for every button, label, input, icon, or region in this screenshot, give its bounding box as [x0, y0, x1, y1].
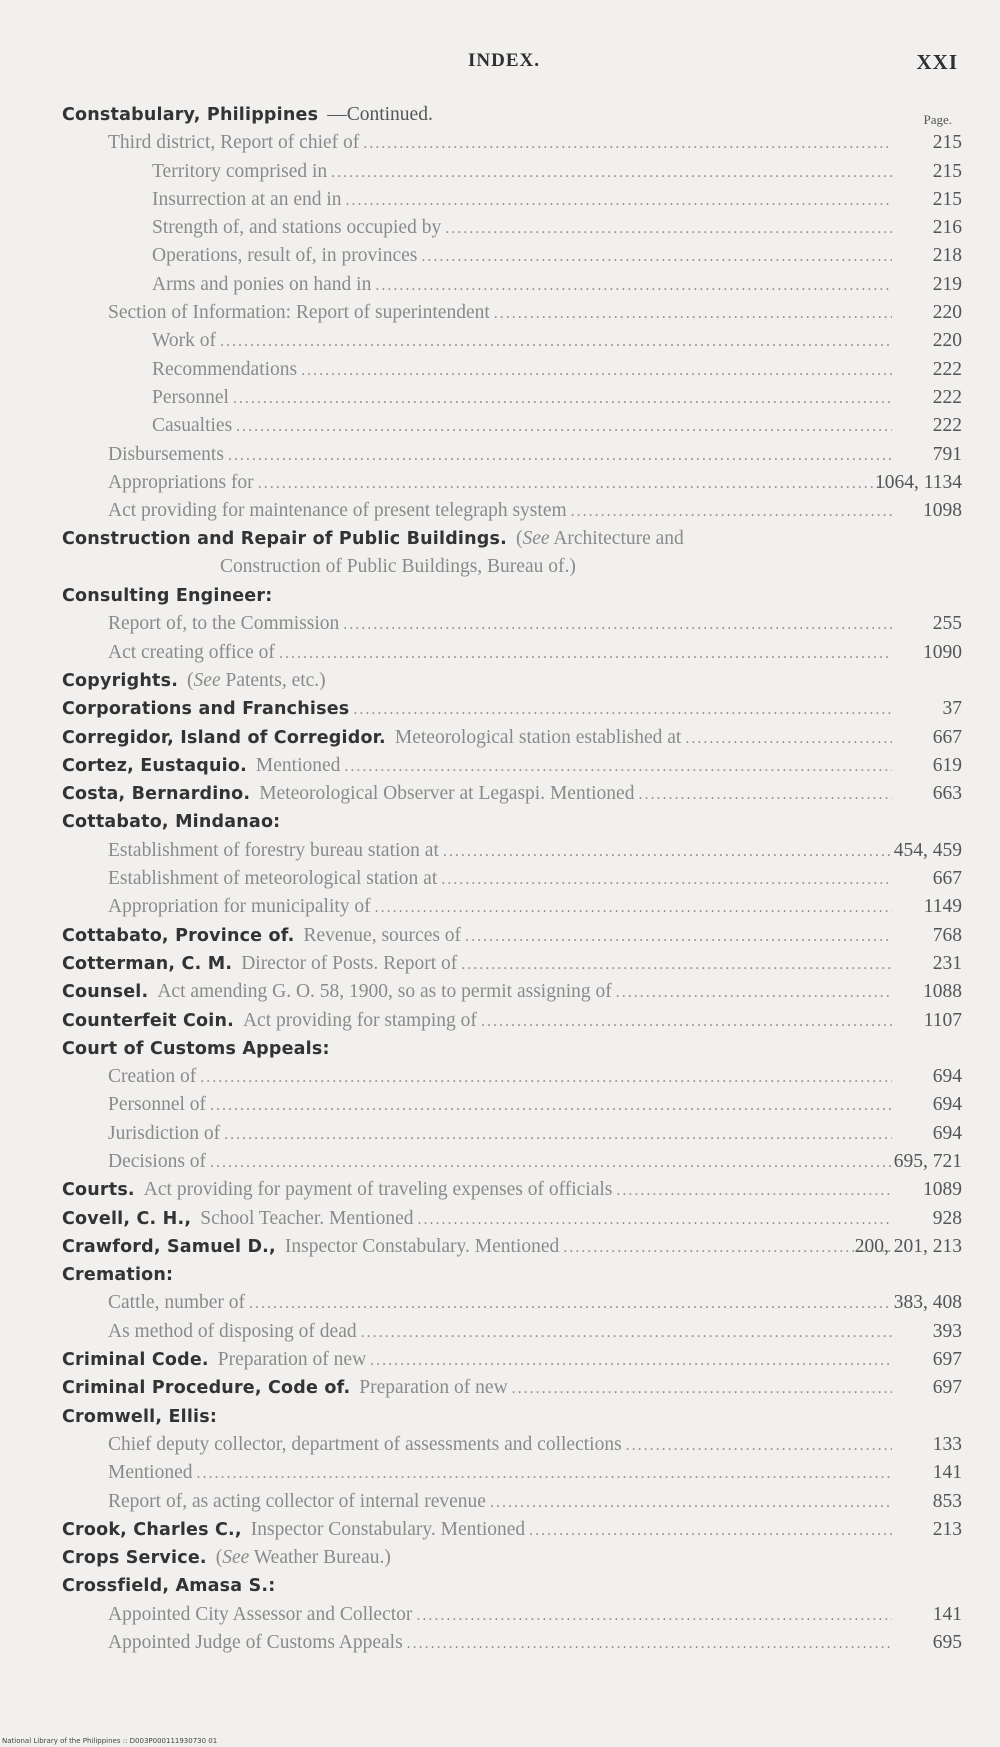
- index-subentry: [0, 610, 1000, 638]
- entry-line: [108, 1148, 892, 1177]
- dot-leader: [416, 1602, 892, 1630]
- dot-leader: [490, 1489, 892, 1517]
- entry-line: [62, 1261, 892, 1289]
- see-reference-marker: See: [193, 669, 221, 691]
- index-entry: [0, 1346, 1000, 1374]
- entry-description: Arms and ponies on hand in: [152, 273, 372, 295]
- entry-description: Mentioned: [255, 754, 341, 776]
- dot-leader: [563, 1234, 892, 1262]
- page-reference: 215: [932, 132, 962, 154]
- index-subentry: [0, 1459, 1000, 1487]
- index-subentry: [0, 865, 1000, 893]
- entry-line: [108, 129, 892, 158]
- index-entry: [0, 101, 1000, 129]
- entry-heading: Criminal Procedure, Code of.: [62, 1378, 351, 1399]
- page-reference: 695: [932, 1632, 962, 1654]
- index-entry: [0, 582, 1000, 610]
- index-subentry: [0, 497, 1000, 525]
- dot-leader: [210, 1149, 892, 1177]
- entry-description: —Continued.: [327, 104, 433, 125]
- entry-description: Report of, to the Commission: [108, 613, 340, 635]
- entry-description: Cattle, number of: [108, 1292, 246, 1314]
- dot-leader: [529, 1517, 892, 1545]
- page-reference: 1090: [923, 641, 962, 663]
- entry-line: [108, 1601, 892, 1630]
- dot-leader: [421, 243, 892, 271]
- index-entry: [0, 724, 1000, 752]
- dot-leader: [220, 328, 892, 356]
- page-reference: 37: [942, 698, 962, 720]
- page-reference: 219: [932, 273, 962, 295]
- page-reference: 133: [932, 1433, 962, 1455]
- entry-line: [108, 865, 892, 894]
- entry-line: [108, 1431, 892, 1460]
- entry-description: (See Weather Bureau.): [215, 1547, 391, 1569]
- page-reference: 222: [932, 386, 962, 408]
- index-subentry: [0, 1488, 1000, 1516]
- see-reference-marker: See: [222, 1547, 250, 1569]
- dot-leader: [301, 357, 892, 385]
- page-reference: 928: [932, 1207, 962, 1229]
- entry-description: School Teacher. Mentioned: [200, 1207, 414, 1229]
- entry-line: [108, 1318, 892, 1347]
- entry-line: [62, 1035, 892, 1063]
- dot-leader: [571, 498, 892, 526]
- entry-description: Preparation of new: [359, 1377, 508, 1399]
- dot-leader: [638, 781, 892, 809]
- entry-line: [108, 1459, 892, 1488]
- index-entry: [0, 1035, 1000, 1063]
- entry-line: [62, 1346, 892, 1375]
- index-subentry: [0, 469, 1000, 497]
- page-reference: 695, 721: [893, 1150, 962, 1172]
- entry-line: [62, 525, 962, 553]
- index-entry: [0, 1176, 1000, 1204]
- dot-leader: [346, 187, 892, 215]
- entry-line: [62, 922, 892, 951]
- entry-heading: Construction and Repair of Public Buildings.: [62, 529, 507, 550]
- entry-line: [62, 1205, 892, 1234]
- dot-leader: [210, 1092, 892, 1120]
- dot-leader: [461, 951, 892, 979]
- entry-line: [108, 1091, 892, 1120]
- entry-heading: Cottabato, Province of.: [62, 925, 295, 946]
- dot-leader: [375, 272, 892, 300]
- index-subentry: [0, 1120, 1000, 1148]
- index-subentry: [0, 1289, 1000, 1317]
- entry-line: [108, 1063, 892, 1092]
- entry-line: [108, 1629, 892, 1658]
- entry-description: Act providing for payment of traveling expenses of officials: [143, 1179, 613, 1201]
- entry-description: Chief deputy collector, department of assessments and collections: [108, 1433, 622, 1455]
- page-reference: 222: [932, 358, 962, 380]
- entry-heading: Constabulary, Philippines: [62, 105, 319, 125]
- entry-heading: Cotterman, C. M.: [62, 953, 233, 974]
- entry-heading: Cromwell, Ellis:: [62, 1406, 218, 1427]
- index-list: [0, 101, 1000, 1657]
- entry-description: As method of disposing of dead: [108, 1320, 357, 1342]
- entry-description: Inspector Constabulary. Mentioned: [250, 1518, 526, 1540]
- index-entry: [0, 1233, 1000, 1261]
- entry-description: Appointed City Assessor and Collector: [108, 1603, 413, 1625]
- entry-line: [62, 724, 892, 753]
- page-reference: 694: [932, 1122, 962, 1144]
- index-subentry: [0, 327, 1000, 355]
- entry-description: Casualties: [152, 415, 233, 437]
- entry-line: [152, 384, 892, 413]
- dot-leader: [616, 979, 892, 1007]
- entry-line: [152, 158, 892, 187]
- page-reference: 383, 408: [893, 1292, 962, 1314]
- dot-leader: [481, 1008, 892, 1036]
- entry-line: [152, 327, 892, 356]
- index-subentry: [0, 1431, 1000, 1459]
- dot-leader: [626, 1432, 892, 1460]
- dot-leader: [361, 1319, 892, 1347]
- page-reference: 694: [932, 1094, 962, 1116]
- entry-heading: Cremation:: [62, 1265, 174, 1286]
- index-subentry: [0, 639, 1000, 667]
- dot-leader: [616, 1177, 892, 1205]
- index-subentry: [0, 242, 1000, 270]
- page-reference: 141: [932, 1603, 962, 1625]
- entry-line: [62, 1572, 892, 1600]
- dot-leader: [363, 130, 892, 158]
- entry-line: [108, 469, 892, 498]
- index-entry: [0, 695, 1000, 723]
- entry-description: Revenue, sources of: [303, 924, 462, 946]
- entry-heading: Corporations and Franchises: [62, 699, 350, 720]
- entry-line: [108, 1289, 892, 1318]
- page-reference: 222: [932, 415, 962, 437]
- entry-line: [108, 497, 892, 526]
- page-reference: 1088: [923, 981, 962, 1003]
- entry-line: [62, 752, 892, 781]
- entry-heading: Crook, Charles C.,: [62, 1519, 242, 1540]
- entry-description: Territory comprised in: [152, 160, 328, 182]
- page-reference: 215: [932, 188, 962, 210]
- page-reference: 663: [932, 783, 962, 805]
- entry-description: Director of Posts. Report of: [241, 952, 458, 974]
- index-subentry: [0, 1629, 1000, 1657]
- entry-heading: Counsel.: [62, 982, 149, 1003]
- page-reference: 393: [932, 1320, 962, 1342]
- index-entry: [0, 1572, 1000, 1600]
- page-reference: 619: [932, 754, 962, 776]
- index-subentry: [0, 1148, 1000, 1176]
- entry-line: [62, 667, 892, 695]
- entry-line: [108, 610, 892, 639]
- index-subentry: [0, 1091, 1000, 1119]
- entry-line: [62, 950, 892, 979]
- dot-leader: [370, 1347, 892, 1375]
- entry-description: Personnel of: [108, 1094, 207, 1116]
- index-entry: [0, 1403, 1000, 1431]
- entry-description: Meteorological station established at: [394, 726, 682, 748]
- running-head-page-number: XXI: [916, 50, 958, 74]
- index-subentry: [0, 1601, 1000, 1629]
- entry-description: Mentioned: [108, 1462, 193, 1484]
- see-reference-marker: See: [522, 528, 550, 550]
- entry-description: Appropriation for municipality of: [108, 896, 371, 918]
- entry-line: [108, 441, 892, 470]
- entry-heading: Counterfeit Coin.: [62, 1010, 234, 1031]
- page-reference: 1107: [923, 1009, 962, 1031]
- dot-leader: [279, 640, 892, 668]
- entry-line: [62, 1403, 892, 1431]
- entry-description: Section of Information: Report of superintendent: [108, 302, 490, 324]
- page-reference: 667: [932, 868, 962, 890]
- index-entry: [0, 525, 1000, 582]
- index-subentry: [0, 129, 1000, 157]
- index-subentry: [0, 1063, 1000, 1091]
- index-subentry: [0, 271, 1000, 299]
- dot-leader: [258, 470, 892, 498]
- entry-description: Inspector Constabulary. Mentioned: [284, 1235, 560, 1257]
- entry-line: [108, 639, 892, 668]
- dot-leader: [512, 1375, 892, 1403]
- entry-line: [108, 1120, 892, 1149]
- entry-heading: Cortez, Eustaquio.: [62, 755, 247, 776]
- scan-footer: National Library of the Philippines :: D003P000111930730 01: [2, 1737, 218, 1745]
- page-column-label: Page.: [923, 112, 952, 127]
- entry-line: [62, 582, 892, 610]
- entry-heading: Crossfield, Amasa S.:: [62, 1576, 276, 1597]
- dot-leader: [228, 442, 892, 470]
- entry-line: [62, 1374, 892, 1403]
- dot-leader: [236, 413, 892, 441]
- dot-leader: [331, 159, 892, 187]
- dot-leader: [353, 696, 892, 724]
- entry-heading: Court of Customs Appeals:: [62, 1038, 330, 1059]
- page-reference: 200, 201, 213: [854, 1235, 962, 1257]
- index-entry: [0, 1261, 1000, 1289]
- running-head-title: INDEX.: [468, 50, 540, 71]
- dot-leader: [441, 866, 892, 894]
- dot-leader: [343, 611, 892, 639]
- index-subentry: [0, 356, 1000, 384]
- entry-line: [62, 101, 892, 129]
- index-subentry: [0, 441, 1000, 469]
- dot-leader: [417, 1206, 892, 1234]
- entry-description: Jurisdiction of: [108, 1122, 221, 1144]
- dot-leader: [200, 1064, 892, 1092]
- index-subentry: [0, 837, 1000, 865]
- entry-description: Work of: [152, 330, 216, 352]
- index-entry: [0, 667, 1000, 695]
- entry-description: Report of, as acting collector of internal revenue: [108, 1490, 486, 1512]
- dot-leader: [375, 894, 892, 922]
- page-reference: 215: [932, 160, 962, 182]
- entry-description: Appointed Judge of Customs Appeals: [108, 1632, 403, 1654]
- entry-description: Establishment of forestry bureau station at: [108, 839, 439, 861]
- entry-description: Creation of: [108, 1066, 197, 1088]
- index-entry: [0, 950, 1000, 978]
- page-reference: 255: [932, 613, 962, 635]
- index-subentry: [0, 158, 1000, 186]
- entry-heading: Consulting Engineer:: [62, 586, 273, 607]
- entry-line: [152, 271, 892, 300]
- dot-leader: [344, 753, 892, 781]
- dot-leader: [494, 300, 892, 328]
- dot-leader: [224, 1121, 892, 1149]
- index-entry: [0, 752, 1000, 780]
- entry-heading: Costa, Bernardino.: [62, 784, 251, 805]
- entry-line: [62, 780, 892, 809]
- page-reference: 454, 459: [893, 839, 962, 861]
- entry-line: [108, 837, 892, 866]
- entry-line: [62, 1544, 892, 1572]
- dot-leader: [685, 725, 892, 753]
- entry-description: (See Architecture and: [515, 528, 684, 550]
- entry-heading: Cottabato, Mindanao:: [62, 812, 281, 833]
- dot-leader: [407, 1630, 892, 1658]
- entry-line: [152, 242, 892, 271]
- running-head: [0, 50, 1000, 80]
- entry-description: Act creating office of: [108, 641, 275, 663]
- entry-heading: Criminal Code.: [62, 1350, 209, 1371]
- entry-line: [108, 299, 892, 328]
- index-entry: [0, 1544, 1000, 1572]
- index-entry: [0, 1007, 1000, 1035]
- entry-description: Meteorological Observer at Legaspi. Mentioned: [259, 783, 635, 805]
- page-reference: 1064, 1134: [874, 471, 962, 493]
- entry-description: Act providing for stamping of: [242, 1009, 477, 1031]
- page-reference: 220: [932, 302, 962, 324]
- entry-description: Third district, Report of chief of: [108, 132, 360, 154]
- page-reference: 697: [932, 1377, 962, 1399]
- entry-line: [62, 1516, 892, 1545]
- entry-description: Act amending G. O. 58, 1900, so as to permit assigning of: [157, 981, 612, 1003]
- entry-line: [152, 214, 892, 243]
- page-reference: 667: [932, 726, 962, 748]
- entry-line: [108, 893, 892, 922]
- dot-leader: [445, 215, 892, 243]
- page-reference: 213: [932, 1518, 962, 1540]
- page-reference: 216: [932, 217, 962, 239]
- entry-heading: Courts.: [62, 1180, 135, 1201]
- index-subentry: [0, 384, 1000, 412]
- dot-leader: [465, 923, 892, 951]
- index-entry: [0, 922, 1000, 950]
- index-subentry: [0, 214, 1000, 242]
- index-subentry: [0, 299, 1000, 327]
- entry-heading: Copyrights.: [62, 670, 179, 691]
- page-reference: 220: [932, 330, 962, 352]
- page-reference: 768: [932, 924, 962, 946]
- entry-line: [152, 412, 892, 441]
- entry-description: Decisions of: [108, 1150, 207, 1172]
- page-reference: 1089: [923, 1179, 962, 1201]
- entry-continuation: Construction of Public Buildings, Bureau of.): [220, 556, 576, 578]
- index-subentry: [0, 1318, 1000, 1346]
- page-reference: 141: [932, 1462, 962, 1484]
- index-subentry: [0, 186, 1000, 214]
- entry-heading: Corregidor, Island of Corregidor.: [62, 727, 386, 748]
- entry-description: Insurrection at an end in: [152, 188, 342, 210]
- entry-line: [62, 1007, 892, 1036]
- index-entry: [0, 780, 1000, 808]
- index-subentry: [0, 412, 1000, 440]
- entry-description: Establishment of meteorological station at: [108, 868, 438, 890]
- index-entry: [0, 1516, 1000, 1544]
- index-entry: [0, 808, 1000, 836]
- entry-description: Appropriations for: [108, 471, 254, 493]
- index-entry: [0, 1205, 1000, 1233]
- entry-description: Recommendations: [152, 358, 298, 380]
- dot-leader: [196, 1460, 892, 1488]
- page-reference: 218: [932, 245, 962, 267]
- page-reference: 697: [932, 1349, 962, 1371]
- entry-description: Personnel: [152, 386, 229, 408]
- entry-description: Disbursements: [108, 443, 224, 465]
- entry-line: [62, 1233, 892, 1262]
- entry-line: [152, 356, 892, 385]
- index-subentry: [0, 893, 1000, 921]
- page-reference: 1149: [923, 896, 962, 918]
- dot-leader: [233, 385, 892, 413]
- page-reference: 231: [932, 952, 962, 974]
- dot-leader: [443, 838, 892, 866]
- entry-description: Operations, result of, in provinces: [152, 245, 418, 267]
- entry-description: (See Patents, etc.): [187, 669, 326, 691]
- entry-description: Act providing for maintenance of present telegraph system: [108, 500, 567, 522]
- index-entry: [0, 978, 1000, 1006]
- entry-line: [62, 808, 892, 836]
- page-reference: 694: [932, 1066, 962, 1088]
- page-reference: 791: [932, 443, 962, 465]
- entry-line: [62, 1176, 892, 1205]
- entry-heading: Crops Service.: [62, 1548, 207, 1569]
- entry-description: Preparation of new: [217, 1349, 367, 1371]
- page-reference: 853: [932, 1490, 962, 1512]
- page-reference: 1098: [923, 500, 962, 522]
- index-entry: [0, 1374, 1000, 1402]
- entry-line: [62, 978, 892, 1007]
- entry-heading: Crawford, Samuel D.,: [62, 1236, 276, 1257]
- entry-heading: Covell, C. H.,: [62, 1208, 192, 1229]
- entry-line: [152, 186, 892, 215]
- entry-line: [62, 695, 892, 724]
- entry-line: [108, 1488, 892, 1517]
- entry-description: Strength of, and stations occupied by: [152, 217, 442, 239]
- dot-leader: [249, 1290, 892, 1318]
